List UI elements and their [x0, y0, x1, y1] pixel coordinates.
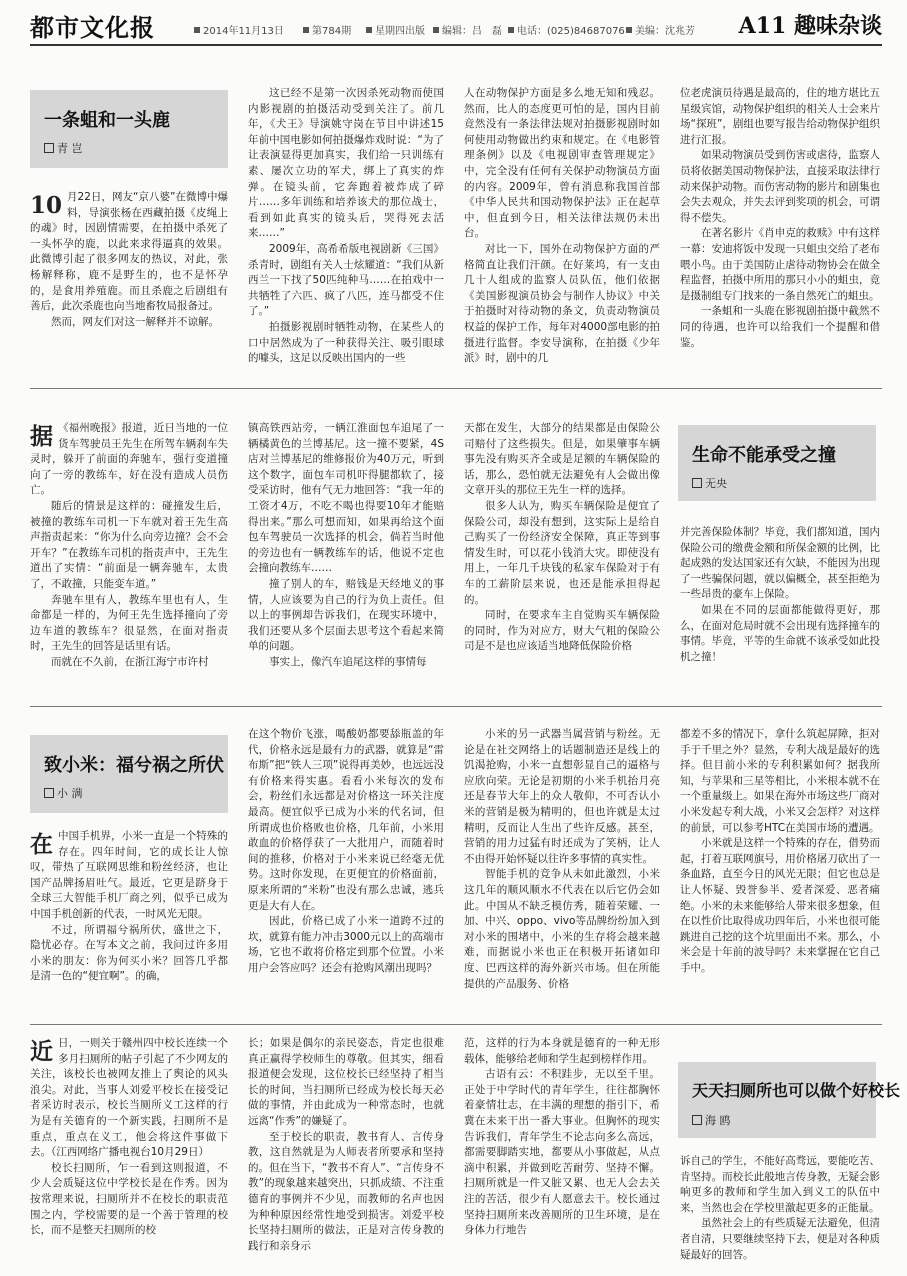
article-deer [30, 50, 882, 386]
newspaper-logo: 都市文化报 [30, 13, 155, 42]
masthead [30, 8, 882, 42]
article-column: 人在动物保护方面是多么地无知和残忍。然而，比人的态度更可怕的是，国内目前竟然没有一条法律法规对拍摄影视剧时如何使用动物做出约束和规定。在《电影管理条例》以及《电视剧审查管理规定》中，完全没有任何有关保护动物演员方面的内容。2009年，曾有消息称我国首部《中华人民共和国动物保护法》正在起草中，但直到今日，相关法律法规仍未出台。 对比一下，国外在动物保护方面的严格简直让我们汗颜。在好莱坞，有一支由几十人组成的监察人员队伍，他们依据《美国影视演员协会与制作人协议》中关于拍摄时对待动物的条文，负责动物演员权益的保护工作，每年对4000部电影的拍摄进行监督。李安导演称，在拍摄《少年派》时，剧中的几 [464, 87, 660, 365]
article-column: 镇高铁西站旁，一辆江淮面包车追尾了一辆橘黄色的兰博基尼。这一撞不要紧，4S店对兰博基尼的维修报价为40万元，听到这个数字，面包车司机吓得腿都软了，接受采访时，他有气无力地回答：“我一年的工资才4万，不吃不喝也得要10年才能赔得出来。”那么可想而知，如果再给这个面包车驾驶员一次选择的机会，倘若当时他的旁边也有一辆教练车的话，他说不定也会撞向教练车…… 撞了别人的车，赔钱是天经地义的事情，人应该要为自己的行为负上责任。但以上的事例却告诉我们，在现实环境中，我们还要从多个层面去思考这个看起来简单的问题。 事实上，像汽车追尾这样的事情每 [248, 422, 444, 668]
drop-cap: 10 [30, 192, 63, 219]
byline: 小 满 [44, 785, 83, 801]
square-bullet-icon [366, 27, 372, 33]
page-section-label: A11 趣味杂谈 [738, 13, 882, 39]
drop-cap: 近 [30, 1038, 53, 1065]
article-collision [30, 395, 882, 700]
byline: 无央 [692, 475, 727, 491]
article-column: 这已经不是第一次因杀死动物而使国内影视剧的拍摄活动受到关注了。前几年，《犬王》导演姚守岗在节目中讲述15年前中国电影如何拍摄爆炸戏时说：“为了让表演显得更加真实，我们给一只训练有素、屡次立功的军犬，绑上了真实的炸弹。在镜头前，它奔跑着被炸成了碎片……多年训练和培养该犬的那位战士，看到如此真实的镜头后，哭得死去活来……” 2009年，高希希版电视剧新《三国》杀青时，剧组有关人士炫耀道：“我们从新西兰一下找了50匹纯种马……在拍戏中一共牺牲了六匹、疯了八匹，连马都受不住了。” 拍摄影视剧时牺牲动物，在某些人的口中居然成为了一种获得关注、吸引眼球的噱头，这足以反映出国内的一些 [248, 87, 444, 365]
editor-credit: 编辑：吕 磊 [433, 22, 502, 37]
article-column: 在中国手机界，小米一直是一个特殊的存在。四年时间，它的成长让人惊叹，带热了互联网思维和粉丝经济，也让国产品牌扬眉吐气。最近，它更是跻身于全球三大智能手机厂商之列，似乎已成为中国手机创新的代表，一时风光无限。 不过，所谓福兮祸所伏，盛世之下，隐忧必存。在写本文之前，我问过许多用小米的朋友：你为何买小米？回答几乎都是清一色的“便宜啊”。的确， [30, 830, 228, 983]
article-column: 小米的另一武器当属营销与粉丝。无论是在社交网络上的话题制造还是线上的饥渴抢购，小米一直想彰显自己的逼格与应欣向荣。无论是初期的小米手机抬月亮还是春节大年上的众人敬仰，不可否认小米的营销是极为精明的，但也许就是太过精明，反而让人生出了些许反感。甚至，营销的用力过猛有时还成为了笑柄，让人不由得开始怀疑以往许多事情的真实性。 智能手机的竞争从未如此激烈，小米这几年的顺风顺水不代表在以后它仍会如此。中国从不缺乏模仿秀，随着荣耀、一加、中兴、oppo、vivo等品牌纷纷加入到对小米的围堵中，小米的生存将会越来越难，而据说小米也正在积极开拓诸如印度、巴西这样的海外新兴市场。但在所能提供的产品服务、价格 [464, 728, 660, 990]
headline-box [30, 735, 228, 813]
byline: 海 鸥 [692, 1112, 731, 1128]
phone-number: 电话：(025)84687076 [508, 22, 625, 37]
square-bullet-icon [508, 27, 514, 33]
masthead-rule [30, 44, 882, 46]
article-column: 在这个物价飞涨，喝酸奶都要舔瓶盖的年代，价格永远是最有力的武器，就算是“雷布斯”把“铁人三项”说得再美妙，也远远没有价格来得实惠。看看小米每次的发布会，粉丝们永远都是对价格这一环关注度最高。便宜似乎已成为小米的代名词，但所谓成也价格败也价格，几年前，小米用敢血的价格俘获了一大批用户，而随着时间的推移，价格对于小米来说已经毫无优势。这时你发现，在更便宜的价格面前，原来所谓的“米粉”也没有那么忠诚，逃兵更是大有人在。 因此，价格已成了小米一道跨不过的坎，就算有能力冲击3000元以上的高端市场，它也不敢将价格定到那个位置。小米用户会答应吗？还会有抢购风潮出现吗？ [248, 728, 444, 974]
issue-date: 2014年11月13日 [194, 22, 284, 37]
square-bullet-icon [433, 27, 439, 33]
article-column: 范，这样的行为本身就是德育的一种无形载体，能够给老师和学生起到榜样作用。 古语有云：不积跬步，无以至千里。正处于中学时代的青年学生，往往都胸怀着豪情壮志，在丰满的理想的指引下，希冀在未来干出一番大事业。但胸怀的现实告诉我们，青年学生不论志向多么高远，都需要脚踏实地，都要从小事做起，从点滴中积累，并做到吃苦耐劳、坚持不懈。扫厕所就是一件又脏又累、也无人会去关注的苦活，很少有人愿意去干。校长通过坚持扫厕所来改善厕所的卫生环境，是在身体力行地告 [464, 1037, 660, 1237]
square-bullet-icon [194, 27, 200, 33]
headline: 生命不能承受之撞 [692, 445, 836, 466]
headline-box [678, 1062, 901, 1138]
article-column: 都差不多的情况下，拿什么筑起屏障，拒对手于千里之外？显然，专利大战是最好的选择。但目前小米的专利积累如何？据我所知，与苹果和三星等相比，小米根本就不在一个重量级上。如果在海外市场这些厂商对小米发起专利大战，小米又会怎样？对这样的前景，可以参考HTC在美国市场的遭遇。 小米就是这样一个特殊的存在，借势而起，打着互联网旗号，用价格屠刀砍出了一条血路，直至今日的风光无限；但它也总是让人怀疑、毁誉参半、爱者深爱、恶者痛绝。小米的未来能够给人带来很多想象，但在以性价比取得成功四年后，小米也很可能跳进自己挖的这个坑里面出不来。那么，小米会是十年前的波导吗？未来掌握在它自己手中。 [680, 728, 880, 974]
article-principal [30, 1030, 901, 1276]
issue-number: 第784期 [303, 22, 351, 37]
article-xiaomi [30, 715, 882, 1020]
article-column: 10 月22日，网友“京八婆”在微博中爆料，导演张杨在西藏拍摄《皮绳上的魂》时，因剧情需要，在拍摄中杀死了一头怀孕的鹿，以此来求得逼真的效果。此微博引起了很多网友的热议，对此，张杨解释称，鹿不是野生的，也不是怀孕的，是食用养殖鹿。而且杀鹿之后剧组有善后，此次杀鹿也向当地畜牧局报备过。 然而，网友们对这一解释并不谅解。 [30, 191, 228, 328]
headline-box [678, 425, 876, 501]
article-column: 诉自己的学生，不能好高骛远，要能吃苦、肯坚持。而校长此般地言传身教，无疑会影响更多的教师和学生加入到义工的队伍中来，当然也会在学校里激起更多的正能量。 虽然社会上的有些质疑无法避免，但清者自清，只要继续坚持下去，便是对各种质疑最好的回答。 [680, 1155, 880, 1261]
headline: 天天扫厕所也可以做个好校长 [692, 1081, 901, 1100]
byline: 青 岂 [44, 140, 83, 156]
drop-cap: 在 [30, 831, 53, 858]
headline-box [30, 90, 228, 168]
designer-credit: 美编：沈兆芳 [626, 22, 695, 37]
section-divider [30, 706, 882, 707]
section-divider [30, 388, 882, 389]
headline: 致小米：福兮祸之所伏 [44, 755, 224, 776]
article-column: 天都在发生，大部分的结果都是由保险公司赔付了这些损失。但是，如果肇事车辆事先没有购买齐全或是足额的车辆保险的话，那么，恐怕就无法避免有人会做出像文章开头的那位王先生一样的选择。 很多人认为，购买车辆保险是便宜了保险公司，却没有想到，这实际上是给自己购买了一份经济安全保障，真正等到事情发生时，可以花小钱消大灾。即使没有用上，一年几千块钱的私家车保险对于有车的工薪阶层来说，也还是能承担得起的。 同时，在要求车主自觉购买车辆保险的同时，作为对应方，财大气粗的保险公司是不是也应该适当地降低保险价格 [464, 422, 660, 653]
square-bullet-icon [303, 27, 309, 33]
section-divider [30, 1024, 882, 1025]
drop-cap: 据 [30, 423, 53, 450]
article-column: 长；如果是偶尔的亲民姿态，肯定也很难真正赢得学校师生的尊敬。但其实，细看报道便会发现，这位校长已经坚持了相当长的时间，当扫厕所已经成为校长每天必做的事情，并由此成为一种常态时，也就远离“作秀”的嫌疑了。 至于校长的职责，教书育人、言传身教，这自然就是为人师表者所要承和坚持的。但在当下，“教书不育人”、“言传身不教”的现象越来越突出，只抓成绩、不注重德育的事例并不少见，而教师的名声也因为种种原因经常性地受到损害。刘爱平校长坚持扫厕所的做法，正是对言传身教的践行和亲身示 [248, 1037, 444, 1252]
article-column: 近日，一则关于赣州四中校长连续一个多月扫厕所的帖子引起了不少网友的关注，该校长也被网友推上了舆论的风头浪尖。对此，当事人刘爱平校长在接受记者采访时表示，校长当厕所义工这样的行为是有关德育的一个新实践，扫厕所不是重点，重点在义工，他会将这件事做下去。（江西网络广播电视台10月29日） 校长扫厕所，乍一看到这则报道，不少人会质疑这位中学校长是在作秀。因为按常理来说，扫厕所并不在校长的职责范围之内，学校需要的是一个善于管理的校长，而不是整天扫厕所的校 [30, 1037, 228, 1237]
article-column: 并完善保险体制？毕竟，我们都知道，国内保险公司的缴费金额和所保金额的比例，比起成熟的发达国家还有欠缺，不能因为出现了一些骗保问题，就以偏概全，甚至拒绝为一些昂贵的豪车上保险。 如果在不同的层面都能做得更好，那么，在面对危局时就不会出现有选择撞车的事情。毕竟，平等的生命就不该承受如此投机之撞！ [680, 526, 880, 663]
square-bullet-icon [626, 27, 632, 33]
headline: 一条蛆和一头鹿 [44, 110, 170, 131]
article-column: 位老虎演员待遇是最高的，住的地方堪比五星级宾馆，动物保护组织的相关人士会来片场“探班”，剧组也要写报告给动物保护组织进行汇报。 如果动物演员受到伤害或虐待，监察人员将依据美国动物保护法，直接采取法律行动来保护动物。而伤害动物的影片和剧集也会失去观众，并失去评到奖项的机会，可谓得不偿失。 在著名影片《肖申克的救赎》中有这样一幕：安迪将饭中发现一只蛆虫交给了老布喂小鸟。由于美国防止虐待动物协会在做全程监督，拍摄中所用的那只小小的蛆虫，竟是摄制组专门找来的一条自然死亡的蛆虫。 一条蛆和一头鹿在影视剧拍摄中截然不同的待遇，也许可以给我们一个提醒和借鉴。 [680, 87, 880, 349]
article-column: 据 《福州晚报》报道，近日当地的一位货车驾驶员王先生在所驾车辆刹车失灵时，躲开了前面的奔驰车，强行变道撞向了一旁的教练车，好在没有造成人员伤亡。 随后的情景是这样的：碰撞发生后，被撞的教练车司机一下车就对着王先生高声指责起来：“你为什么向旁边撞？会不会开车？”在教练车司机的指责声中，王先生道出了实情：“前面是一辆奔驰车，太贵了，不敢撞，只能变车道。” 奔驰车里有人，教练车里也有人，生命都是一样的，为何王先生选择撞向了旁边车道的教练车？很显然，在面对指责时，王先生的回答是话里有话。 而就在不久前，在浙江海宁市许村 [30, 422, 228, 668]
issue-weekday: 星期四出版 [366, 22, 425, 37]
